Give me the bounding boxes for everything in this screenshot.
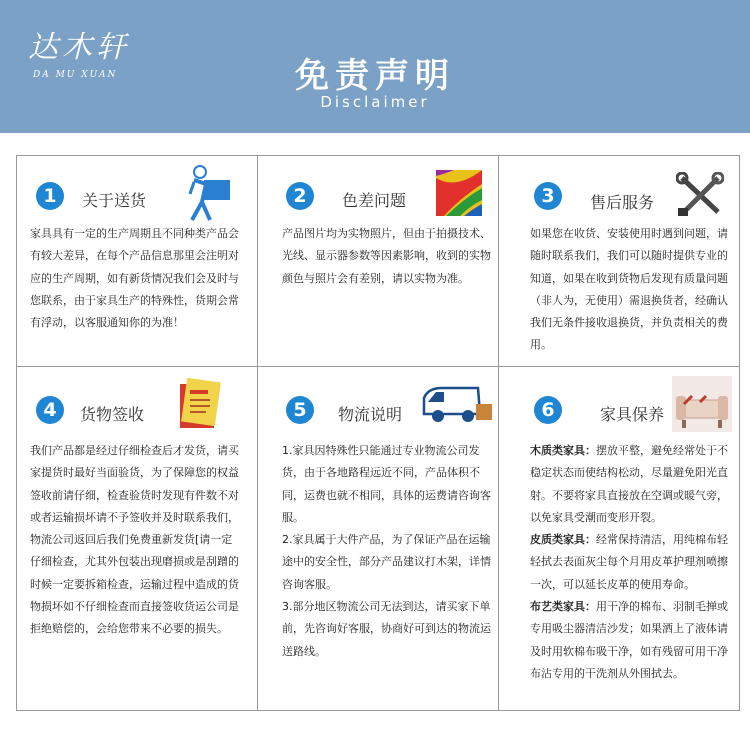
section-title: 售后服务 xyxy=(590,193,655,212)
number-badge: 5 xyxy=(286,396,314,424)
grid-divider xyxy=(498,155,499,711)
section-title: 关于送货 xyxy=(82,191,147,210)
truck-icon xyxy=(422,384,494,428)
number-badge: 6 xyxy=(534,396,562,424)
tools-icon xyxy=(676,172,724,218)
section-body: 如果您在收货、安装使用时遇到问题，请随时联系我们，我们可以随时提供专业的知道，如果在收到货物后发现有质量问题（非人为，无使用）需退换货者，经确认我们无条件接收退换货，并负责相关的费用。 xyxy=(530,227,728,352)
clipboard-icon xyxy=(178,378,230,430)
section-body: 1.家具因特殊性只能通过专业物流公司发货，由于各地路程远近不同，产品体积不同，运费也就不相同，具体的运费请咨询客服。 2.家具属于大件产品，为了保证产品在运输途中的安全性，部分产品建议打木架，详情咨询客服。 3.部分地区物流公司无法到达，请买家下单前，先咨询好客服，协商好可到达的物流运送路线。 xyxy=(282,444,491,658)
number-badge: 2 xyxy=(286,182,314,210)
section-title: 家具保养 xyxy=(600,405,665,424)
section-body: 家具具有一定的生产周期且不同种类产品会有较大差异，在每个产品信息那里会注明对应的生产周期，如有新货情况我们会及时与您联系，由于家具生产的特殊性，货期会常有浮动，以客服通知你的为准！ xyxy=(30,227,239,330)
delivery-man-icon xyxy=(188,164,234,222)
section-body: 我们产品都是经过仔细检查后才发货，请买家提货时最好当面验货，为了保障您的权益签收前请仔细，检查验货时发现有件数不对或者运输损坏请不予签收并及时联系我们，物流公司返回后我们免费重新发货[请一定仔细检查，尤其外包装出现磨损或是刮蹭的时候一定要拆箱检查，运输过程中造成的货物损坏如不仔细检查而直接签收货运公司是拒绝赔偿的，会给您带来不必要的损失。 xyxy=(30,444,239,636)
grid-divider xyxy=(257,155,258,711)
logo-text: 达木轩 xyxy=(28,30,130,65)
section-title: 物流说明 xyxy=(338,405,403,424)
section-title: 货物签收 xyxy=(80,405,145,424)
section-body: 产品图片均为实物照片，但由于拍摄技术、光线、显示器参数等因素影响，收到的实物颜色与照片会有差别，请以实物为准。 xyxy=(282,227,491,285)
number-badge: 4 xyxy=(36,396,64,424)
page-subtitle: Disclaimer xyxy=(320,93,430,111)
logo-subtext: DA MU XUAN xyxy=(33,70,118,80)
section-body: 木质类家具：摆放平整，避免经常处于不稳定状态而使结构松动，尽量避免阳光直射。不要将家具直接放在空调或暖气旁，以免家具受潮而变形开裂。 皮质类家具：经常保持清洁，用纯棉布轻轻拭去表面灰尘每个月用皮革护理剂喷擦一次，可以延长皮革的使用寿命。 布艺类家具：用干净的棉布、羽制毛掸或专用吸尘器清洁沙发；如果洒上了液体请及时用软棉布吸干净，如有残留可用干净布沾专用的干洗剂从外围拭去。 xyxy=(530,444,728,680)
number-badge: 1 xyxy=(36,182,64,210)
page-title: 免责声明 xyxy=(295,56,455,96)
furniture-icon xyxy=(672,376,732,432)
color-swatch-icon xyxy=(436,170,482,216)
number-badge: 3 xyxy=(534,182,562,210)
header-banner xyxy=(0,0,750,133)
grid-divider xyxy=(16,366,740,367)
section-title: 色差问题 xyxy=(342,191,407,210)
